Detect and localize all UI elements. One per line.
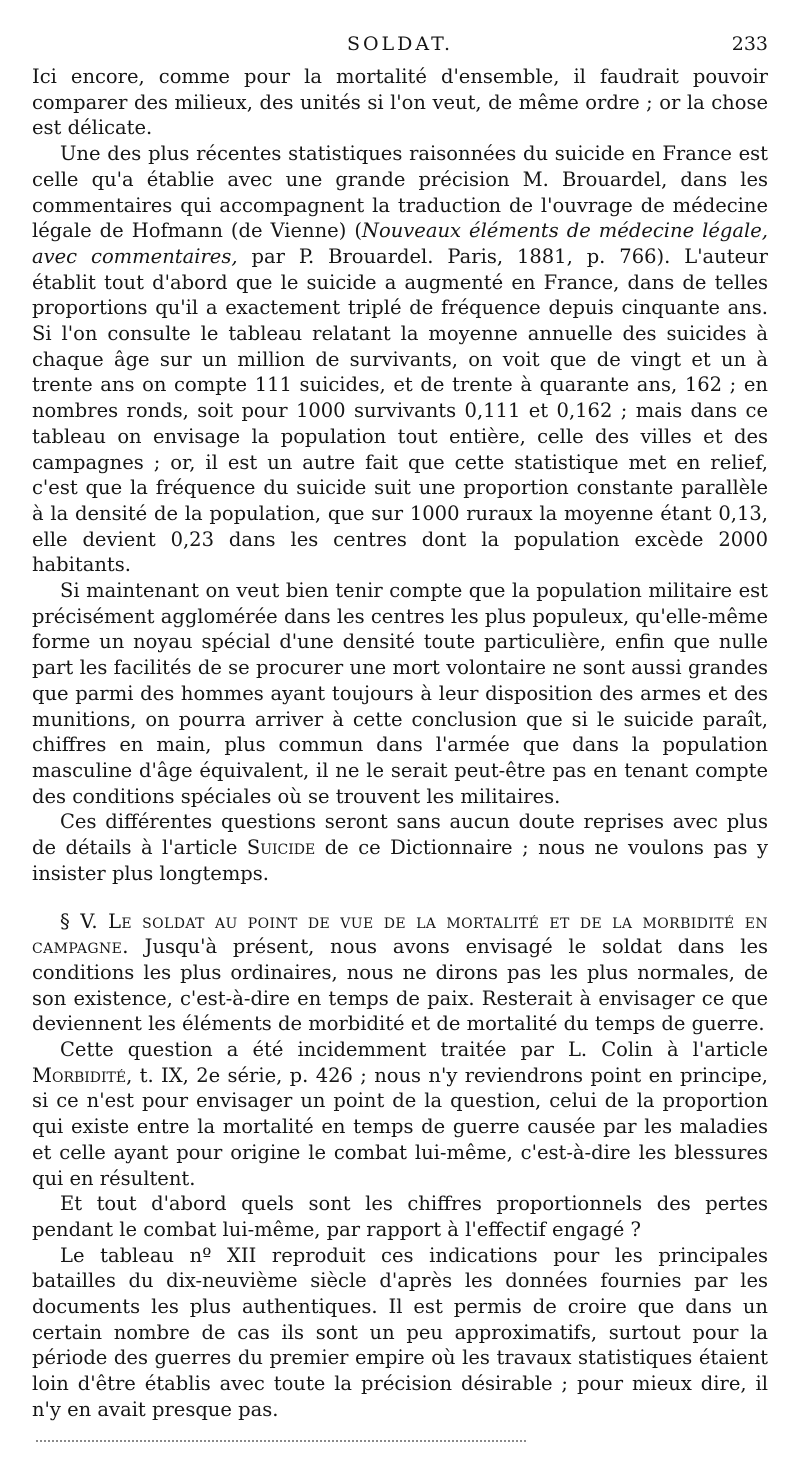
section-v-paragraph (32, 909, 768, 1038)
paragraph-8-text: Le tableau nº XII reproduit ces indications pour les principales batailles du dix-neuvième siècle d'après les données fournies par les documents les plus authentiques. Il est permis de croire que dans un certain nombre de cas ils sont un peu approximatifs, surtout pour la période des guerres du premier empire où les travaux statistiques étaient loin d'être établis avec toute la précision désirable ; pour mieux dire, il n'y en avait presque pas. (32, 1243, 768, 1421)
page-number: 233 (731, 33, 768, 55)
paragraph-6 (32, 1037, 768, 1191)
paragraph-3-text: Si maintenant on veut bien tenir compte que la population militaire est précisément agglomérée dans les centres les plus populeux, qu'elle-même forme un noyau spécial d'une densité toute particulière, enfin que nulle part les facilités de se procurer une mort volontaire ne sont aussi grandes que parmi des hommes ayant toujours à leur disposition des armes et des munitions, on pourra arriver à cette conclusion que si le suicide paraît, chiffres en main, plus commun dans l'armée que dans la population masculine d'âge équivalent, il ne le serait peut-être pas en tenant compte des conditions spéciales où se trouvent les militaires. (32, 579, 768, 808)
paragraph-2 (32, 141, 768, 578)
paragraph-3 (32, 578, 768, 809)
book-title: Nouveaux éléments de médecine légale, avec commentaires, (32, 219, 768, 268)
paragraph-1 (32, 64, 768, 141)
morbidite-reference: Morbidité (32, 1063, 127, 1087)
running-title: SOLDAT. (346, 33, 454, 55)
section-v-text: Jusqu'à présent, nous avons envisagé le soldat dans les conditions les plus ordinaires, nous ne dirons pas les plus normales, de son existence, c'est-à-dire en temps de paix. Resterait à envisager ce que deviennent les éléments de morbidité et de mortalité du temps de guerre. (32, 935, 768, 1036)
paragraph-4-text-a: Ces différentes questions seront sans aucun doute reprises avec plus de détails à l'article (32, 810, 768, 860)
paragraph-4-text-b: de ce Dictionnaire ; nous ne voulons pas y insister plus longtemps. (32, 836, 768, 885)
paragraph-7-text: Et tout d'abord quels sont les chiffres proportionnels des pertes pendant le combat lui-même, par rapport à l'effectif engagé ? (32, 1192, 768, 1241)
suicide-reference: Suicide (246, 836, 316, 860)
paragraph-2-text-a: Une des plus récentes statistiques raisonnées du suicide en France est celle qu'a établie avec une grande précision M. Brouardel, dans les commentaires qui accompagnent la traduction de l'ouvrage de médecine légale de Hofmann (de Vienne) ( (32, 142, 768, 243)
paragraph-7 (32, 1191, 768, 1242)
paragraph-8 (32, 1243, 768, 1423)
section-heading: § V. Le soldat au point de vue de la mortalité et de la morbidité en campagne. (32, 909, 768, 959)
paragraph-2-text-b: par P. Brouardel. Paris, 1881, p. 766). L'auteur établit tout d'abord que le suicide a augmenté en France, dans de telles proportions qu'il a exactement triplé de fréquence depuis cinquante ans. Si l'on consulte le tableau relatant la moyenne annuelle des suicides à chaque âge sur un million de survivants, on voit que de vingt et un à trente ans on compte 111 suicides, et de trente à quarante ans, 162 ; en nombres ronds, soit pour 1000 survivants 0,111 et 0,162 ; mais dans ce tableau on envisage la population tout entière, celle des villes et des campagnes ; or, il est un autre fait que cette statistique met en relief, c'est que la fréquence du suicide suit une proportion constante parallèle à la densité de la population, que sur 1000 ruraux la moyenne étant 0,13, elle devient 0,23 dans les centres dont la population excède 2000 habitants. (32, 244, 768, 577)
paragraph-6-text-b: , t. IX, 2e série, p. 426 ; nous n'y reviendrons point en principe, si ce n'est pour envisager un point de la question, celui de la proportion qui existe entre la mortalité en temps de guerre causée par les maladies et celle ayant pour origine le combat lui-même, c'est-à-dire les blessures qui en résultent. (32, 1063, 768, 1190)
paragraph-6-text-a: Cette question a été incidemment traitée par L. Colin à l'article (60, 1038, 768, 1062)
paragraph-4 (32, 809, 768, 886)
running-head (32, 30, 768, 58)
footer-dotted-rule (36, 1440, 526, 1442)
paragraph-1-text: Ici encore, comme pour la mortalité d'ensemble, il faudrait pouvoir comparer des milieux, des unités si l'on veut, de même ordre ; or la chose est délicate. (32, 65, 768, 140)
body-text (32, 64, 768, 1423)
